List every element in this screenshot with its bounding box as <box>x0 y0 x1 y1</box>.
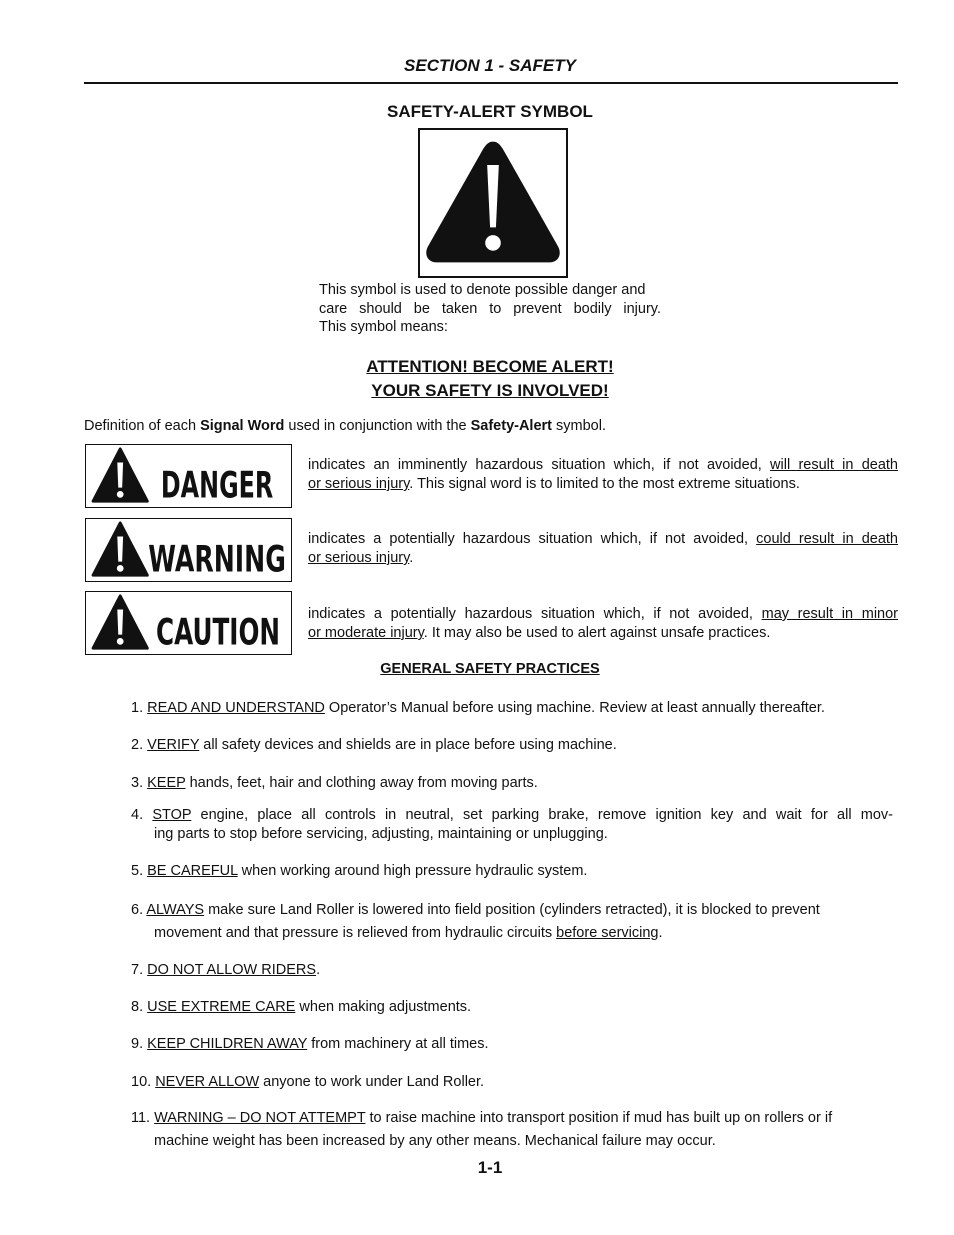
definition-bold: Safety-Alert <box>470 418 552 434</box>
signal-word-definition <box>84 418 606 434</box>
item-number: 1. <box>131 700 148 716</box>
danger-word: DANGER <box>160 463 274 507</box>
item-number: 3. <box>131 775 148 791</box>
caution-text: indicates a potentially hazardous situation which, if not avoided, <box>308 606 762 622</box>
item-emphasis: NEVER ALLOW <box>155 1074 260 1090</box>
item-emphasis: WARNING – DO NOT ATTEMPT <box>154 1110 366 1126</box>
danger-emphasis: or serious injury <box>308 476 410 492</box>
item-emphasis: KEEP <box>147 775 186 791</box>
item-text: Operator’s Manual before using machine. Review at least annually thereafter. <box>324 700 825 716</box>
alert-triangle-icon <box>420 130 566 276</box>
list-item <box>131 1073 901 1092</box>
warning-text: indicates a potentially hazardous situation which, if not avoided, <box>308 531 757 547</box>
list-item <box>131 806 893 844</box>
item-emphasis: READ AND UNDERSTAND <box>147 700 325 716</box>
list-item <box>131 774 901 793</box>
item-emphasis: BE CAREFUL <box>147 863 238 879</box>
page-number: 1-1 <box>477 1158 503 1177</box>
item-number: 10. <box>131 1074 156 1090</box>
item-text: to raise machine into transport position if mud has built up on rollers or if <box>365 1110 833 1126</box>
item-number: 9. <box>131 1036 148 1052</box>
danger-text: . This signal word is to limited to the most extreme situations. <box>409 476 800 492</box>
safety-alert-symbol <box>418 128 568 278</box>
item-text: anyone to work under Land Roller. <box>259 1074 485 1090</box>
caution-word: CAUTION <box>156 610 281 654</box>
definition-text: used in conjunction with the <box>284 418 471 434</box>
definition-text: symbol. <box>552 418 606 434</box>
warning-sign <box>85 518 292 582</box>
warning-description <box>308 530 898 568</box>
attention-line: ATTENTION! BECOME ALERT! <box>366 357 614 376</box>
item-text: ing parts to stop before servicing, adjusting, maintaining or unplugging. <box>154 826 608 842</box>
item-text: when working around high pressure hydraulic system. <box>237 863 588 879</box>
caution-description <box>308 605 898 643</box>
item-text: . <box>316 962 321 978</box>
item-text: make sure Land Roller is lowered into field position (cylinders retracted), it is blocked to prevent <box>204 902 820 918</box>
caution-sign <box>85 591 292 655</box>
list-item <box>131 961 901 980</box>
danger-text: indicates an imminently hazardous situation which, if not avoided, <box>308 457 771 473</box>
list-item <box>131 736 901 755</box>
item-text: machine weight has been increased by any other means. Mechanical failure may occur. <box>154 1133 716 1149</box>
definition-text: Definition of each <box>84 418 201 434</box>
caution-emphasis: or moderate injury <box>308 625 424 641</box>
warning-text: . <box>409 550 414 566</box>
warning-word: WARNING <box>148 537 286 581</box>
item-emphasis: before servicing <box>556 925 659 941</box>
item-text: engine, place all controls in neutral, set parking brake, remove ignition key and wait for all mov- <box>191 807 894 823</box>
item-emphasis: DO NOT ALLOW RIDERS <box>147 962 317 978</box>
item-text: from machinery at all times. <box>307 1036 489 1052</box>
warning-emphasis: or serious injury <box>308 550 410 566</box>
caution-emphasis: may result in minor <box>761 606 898 622</box>
header-rule <box>84 82 898 84</box>
list-item <box>131 699 901 718</box>
list-item <box>131 862 901 881</box>
danger-emphasis: will result in death <box>770 457 898 473</box>
danger-sign <box>85 444 292 508</box>
item-text: hands, feet, hair and clothing away from moving parts. <box>185 775 538 791</box>
item-text: . <box>658 925 663 941</box>
symbol-description-line: This symbol is used to denote possible danger and <box>319 282 646 298</box>
attention-banner <box>0 355 954 403</box>
item-number: 8. <box>131 999 148 1015</box>
item-number: 7. <box>131 962 148 978</box>
item-text: movement and that pressure is relieved from hydraulic circuits <box>154 925 557 941</box>
item-emphasis: ALWAYS <box>146 902 205 918</box>
caution-text: . It may also be used to alert against unsafe practices. <box>423 625 771 641</box>
list-item <box>131 899 901 945</box>
list-item <box>131 1107 901 1153</box>
list-item <box>131 998 901 1017</box>
symbol-description-line: This symbol means: <box>319 319 448 335</box>
list-item <box>131 1035 901 1054</box>
safety-alert-heading: SAFETY-ALERT SYMBOL <box>387 102 593 121</box>
general-safety-heading: GENERAL SAFETY PRACTICES <box>380 661 600 677</box>
item-emphasis: USE EXTREME CARE <box>147 999 296 1015</box>
item-emphasis: KEEP CHILDREN AWAY <box>147 1036 308 1052</box>
symbol-description <box>319 281 661 337</box>
warning-emphasis: could result in death <box>756 531 899 547</box>
danger-description <box>308 456 898 494</box>
definition-bold: Signal Word <box>200 418 285 434</box>
item-emphasis: VERIFY <box>147 737 200 753</box>
item-text: when making adjustments. <box>295 999 472 1015</box>
section-title: SECTION 1 - SAFETY <box>404 56 576 75</box>
item-number: 5. <box>131 863 148 879</box>
item-number: 6. <box>131 902 147 918</box>
item-emphasis: STOP <box>152 807 192 823</box>
item-number: 4. <box>131 807 153 823</box>
symbol-description-line: care should be taken to prevent bodily injury. <box>319 300 661 317</box>
attention-line: YOUR SAFETY IS INVOLVED! <box>371 381 609 400</box>
item-number: 11. <box>131 1110 155 1126</box>
item-number: 2. <box>131 737 148 753</box>
item-text: all safety devices and shields are in place before using machine. <box>199 737 617 753</box>
